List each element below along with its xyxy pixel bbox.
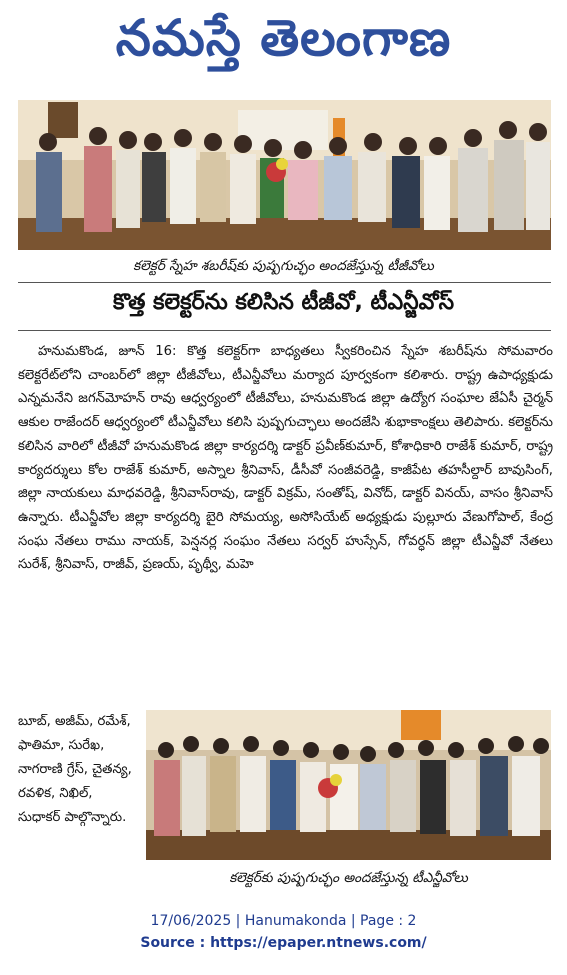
article-photo-tngos bbox=[146, 710, 551, 860]
footer-date-edition: 17/06/2025 | Hanumakonda | Page : 2 bbox=[150, 913, 417, 929]
article-headline: కొత్త కలెక్టర్‌ను కలిసిన టీజీవో, టీఎన్జీవోస్ bbox=[112, 290, 455, 315]
masthead bbox=[0, 0, 567, 88]
article-photo-tgos bbox=[18, 100, 551, 250]
divider bbox=[18, 282, 551, 283]
photo1-caption: కలెక్టర్ స్నేహ శబరీష్‌కు పుష్పగుచ్ఛం అందజేస్తున్న టీజీవోలు bbox=[133, 258, 434, 274]
photo2-caption: కలెక్టర్‌కు పుష్పగుచ్ఛం అందజేస్తున్న టీఎన్జీవోలు bbox=[229, 870, 468, 886]
masthead-title: నమస్తే తెలంగాణ bbox=[115, 8, 452, 67]
article-body bbox=[18, 340, 553, 577]
photo-illustration bbox=[146, 710, 551, 860]
article-body-text: హనుమకొండ, జూన్ 16: కొత్త కలెక్టర్‌గా బాధ్యతలు స్వీకరించిన స్నేహ శబరీష్‌ను సోమవారం కలెక్టరేట్‌లోని చాంబర్‌లో జిల్లా టీజీవోలు, టీఎన్జీవోలు మర్యాద పూర్వకంగా కలిశారు. రాష్ట్ర ఉపాధ్యక్షుడు ఎన్నమనేని జగన్‌మోహన్ రావు ఆధ్వర్యంలో టీజీవోలు, హనుమకొండ జిల్లా ఉద్యోగ సంఘాల జేఏసీ చైర్మన్ ఆకుల రాజేందర్ ఆధ్వర్యంలో టీఎన్జీవోలు కలిసి పుష్పగుచ్ఛాలు అందజేసి శుభాకాంక్షలు తెలిపారు. కలెక్టర్‌ను కలిసిన వారిలో టీజీవో హనుమకొండ జిల్లా కార్యదర్శి డాక్టర్ ప్రవీణ్‌కుమార్, కోశాధికారి రాజేశ్ కుమార్, రాష్ట్ర కార్యదర్శులు కోల రాజేశ్ కుమార్, అస్నాల శ్రీనివాస్, డీసీవో సంజీవరెడ్డి, కాజీపేట తహసీల్దార్ బావుసింగ్, జిల్లా నాయకులు మాధవరెడ్డి, శ్రీనివాస్‌రావు, డాక్టర్ విక్రమ్, సంతోష్, వినోద్, డాక్టర్ వినయ్, వాసం శ్రీనివాస్ ఉన్నారు. టీఎన్జీవోల జిల్లా కార్యదర్శి బైరి సోమయ్య, అసోసియేట్ అధ్యక్షుడు పుల్లూరు వేణుగోపాల్, కేంద్ర సంఘ నేతలు రాము నాయక్, పెన్షనర్ల సంఘం నేతలు సర్వర్ హుస్సేన్, గోవర్ధన్ జిల్లా టీఎన్జీవో నేతలు సురేశ్, శ్రీనివాస్, రాజీవ్, ప్రణయ్, పృథ్వీ, మహె bbox=[18, 344, 553, 573]
article-sidebar-text: బూబ్, అజీమ్, రమేశ్, ఫాతిమా, సురేఖ, నాగరాణి గ్రేస్, చైతన్య, రవళిక, నిఖిల్, సుధాకర్ పాల్గొన్నారు. bbox=[18, 714, 132, 825]
footer-source: Source : https://epaper.ntnews.com/ bbox=[140, 935, 427, 951]
divider bbox=[18, 330, 551, 331]
article-body-continuation bbox=[18, 710, 138, 830]
photo-illustration bbox=[18, 100, 551, 250]
